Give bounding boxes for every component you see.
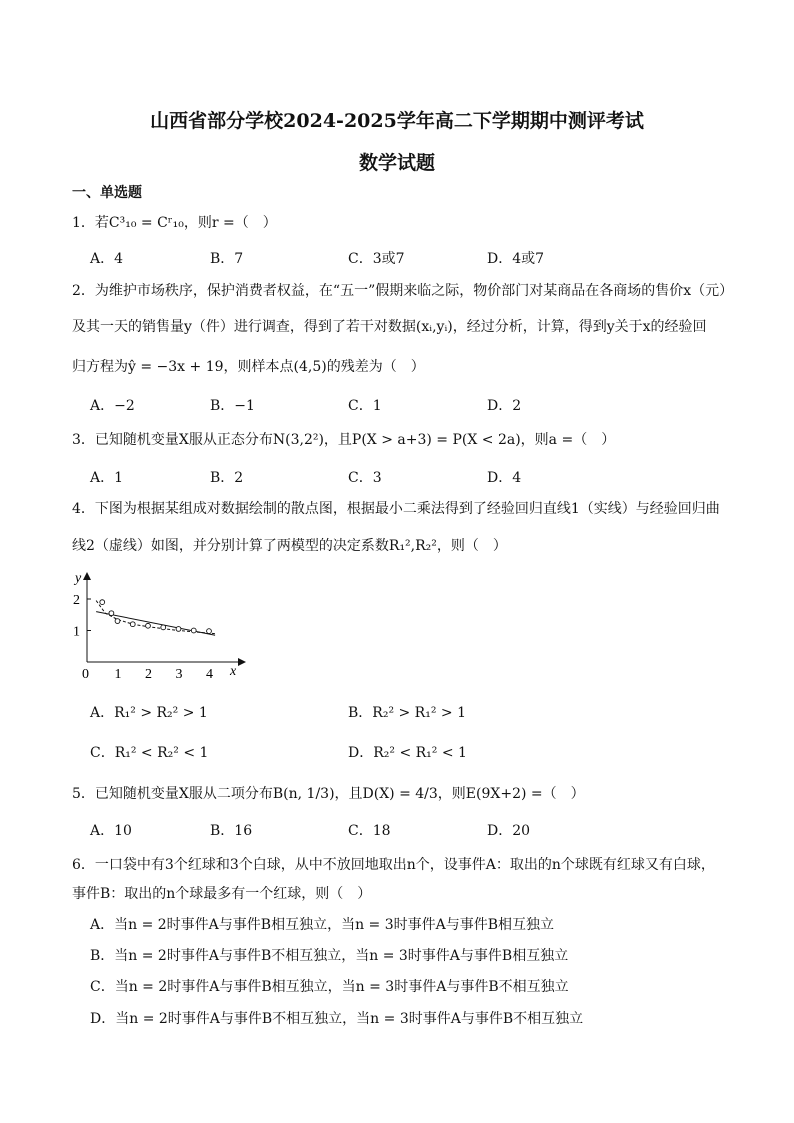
q2-option-d: D．2 [487,398,522,414]
q2-option-b: B．−1 [210,398,255,414]
x-axis-label: x [230,664,237,679]
scatter-point [207,629,212,634]
section-label: 一、单选题 [72,185,142,201]
scatter-point [100,600,105,605]
q2-option-a: A．−2 [90,398,135,414]
x-tick-label: 2 [145,667,152,682]
x-tick-label: 3 [175,667,183,682]
q5-option-d: D．20 [487,823,531,839]
q6-option-a: A．当n = 2时事件A与事件B相互独立，当n = 3时事件A与事件B相互独立 [90,917,555,933]
scatter-point [146,623,151,628]
q2-option-c: C．1 [348,398,382,414]
q6-option-b: B．当n = 2时事件A与事件B不相互独立，当n = 3时事件A与事件B相互独立 [90,948,569,964]
q5-option-a: A．10 [90,823,132,839]
q3-option-b: B．2 [210,470,244,486]
scatter-point [109,611,114,616]
question-4-line-2: 线2（虚线）如图，并分别计算了两模型的决定系数R₁²,R₂²，则（ ） [72,538,507,554]
y-tick-label: 1 [73,624,80,640]
question-6-line-2: 事件B：取出的n个球最多有一个红球，则（ ） [72,886,372,902]
q3-option-a: A．1 [90,470,124,486]
q6-option-d: D．当n = 2时事件A与事件B不相互独立，当n = 3时事件A与事件B不相互独立 [90,1011,584,1027]
question-5-stem: 5．已知随机变量X服从二项分布B(n, 1/3)，且D(X) = 4/3，则E(9X+2) =（ ） [72,786,585,802]
q5-option-c: C．18 [348,823,391,839]
q3-option-d: D．4 [487,470,522,486]
regression-curve-2 [96,601,215,634]
scatter-chart [70,566,250,682]
y-axis-label: y [75,571,82,586]
q3-option-c: C．3 [348,470,382,486]
q1-option-c: C．3或7 [348,251,405,267]
y-axis-arrow [83,572,91,580]
q1-option-b: B．7 [210,251,244,267]
y-tick-label: 2 [73,593,80,608]
q4-option-d: D．R₂² < R₁² < 1 [348,745,467,761]
x-tick-label: 1 [114,667,122,682]
q1-option-d: D．4或7 [487,251,545,267]
scatter-point [161,625,166,630]
q5-option-b: B．16 [210,823,253,839]
question-3-stem: 3．已知随机变量X服从正态分布N(3,2²)，且P(X > a+3) = P(X < 2a)，则a =（ ） [72,432,616,448]
x-tick-label: 4 [206,667,213,682]
question-4-line-1: 4．下图为根据某组成对数据绘制的散点图，根据最小二乘法得到了经验回归直线1（实线）与经验回归曲 [72,501,720,517]
scatter-point [130,622,135,627]
page-subtitle: 数学试题 [358,152,435,174]
q4-option-a: A．R₁² > R₂² > 1 [90,705,208,721]
scatter-point [191,628,196,633]
x-tick-label: 0 [82,667,89,682]
q1-option-a: A．4 [90,251,124,267]
q4-option-c: C．R₁² < R₂² < 1 [90,745,209,761]
page-title: 山西省部分学校2024-2025学年高二下学期期中测评考试 [150,110,644,132]
question-1-stem: 1．若C³₁₀ = Cʳ₁₀，则r =（ ） [72,215,277,231]
scatter-point [115,619,120,624]
scatter-point [176,627,181,632]
q6-option-c: C．当n = 2时事件A与事件B相互独立，当n = 3时事件A与事件B不相互独立 [90,979,569,995]
question-2-line-3: 归方程为ŷ = −3x + 19，则样本点(4,5)的残差为（ ） [72,359,425,375]
q4-option-b: B．R₂² > R₁² > 1 [348,705,466,721]
x-axis-arrow [238,658,246,666]
question-6-line-1: 6．一口袋中有3个红球和3个白球，从中不放回地取出n个，设事件A：取出的n个球既有红球又有白球， [72,857,715,873]
question-2-line-1: 2．为维护市场秩序，保护消费者权益，在“五一”假期来临之际，物价部门对某商品在各商场的售价x（元） [72,283,734,299]
question-2-line-2: 及其一天的销售量y（件）进行调查，得到了若干对数据(xᵢ,yᵢ)，经过分析，计算，得到y关于x的经验回 [72,319,707,335]
